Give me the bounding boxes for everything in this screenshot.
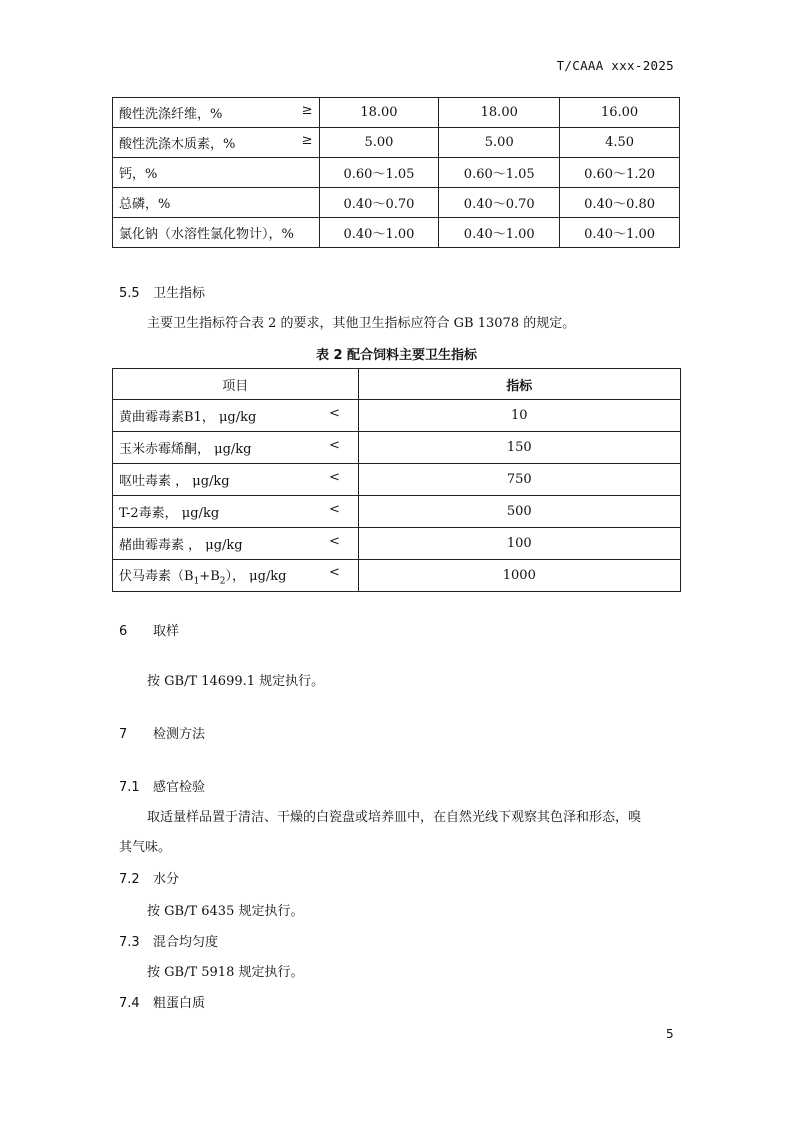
table-cell-item: 赭曲霉毒素 ， μg/kg <: [113, 528, 359, 560]
table-cell-item: 呕吐毒素 ， μg/kg <: [113, 464, 359, 496]
table-row: [113, 560, 681, 592]
table-row: [113, 98, 680, 128]
table-row: [113, 400, 681, 432]
section-heading-7-3: 7.3 混合均匀度: [119, 935, 219, 950]
paragraph: 按 GB/T 14699.1 规定执行。: [147, 674, 325, 689]
table-cell-item: 玉米赤霉烯酮， μg/kg <: [113, 432, 359, 464]
table-cell: 0.40～1.00: [439, 218, 560, 248]
paragraph: 按 GB/T 5918 规定执行。: [147, 965, 304, 980]
paragraph: 取适量样品置于清洁、干燥的白瓷盘或培养皿中，在自然光线下观察其色泽和形态，嗅: [147, 810, 642, 825]
table-row: [113, 496, 681, 528]
table-row: [113, 218, 680, 248]
table-cell: 18.00: [439, 98, 560, 128]
section-heading-7-4: 7.4 粗蛋白质: [119, 996, 206, 1011]
section-heading-7: 7 检测方法: [119, 727, 206, 742]
table-cell: 500: [358, 496, 680, 528]
paragraph: 按 GB/T 6435 规定执行。: [147, 904, 304, 919]
table-row: [113, 188, 680, 218]
table-header-cell: 指标: [358, 369, 680, 400]
paragraph: 其气味。: [119, 840, 172, 855]
table-cell: 4.50: [560, 128, 680, 158]
document-id: T/CAAA xxx-2025: [556, 58, 674, 73]
table-row: [113, 128, 680, 158]
table-cell: 16.00: [560, 98, 680, 128]
table-cell: 0.40～0.70: [439, 188, 560, 218]
section-heading-7-1: 7.1 感官检验: [119, 780, 206, 795]
table-cell: 5.00: [439, 128, 560, 158]
table-header-row: [113, 369, 681, 400]
table-row: [113, 432, 681, 464]
table-cell: 150: [358, 432, 680, 464]
section-heading-6: 6 取样: [119, 624, 180, 639]
page-number: 5: [666, 1027, 674, 1041]
table-cell-item: T-2毒素， μg/kg <: [113, 496, 359, 528]
table-cell: 0.60～1.05: [439, 158, 560, 188]
section-heading-7-2: 7.2 水分: [119, 872, 180, 887]
table-cell: 5.00: [319, 128, 439, 158]
table-cell-item: 酸性洗涤纤维，% ≥: [113, 98, 320, 128]
table-cell-item: 伏马毒素$(B_1+B_2)$， μg/kg <: [113, 560, 359, 592]
table-cell: 0.60～1.05: [319, 158, 439, 188]
table-cell: 0.40～0.70: [319, 188, 439, 218]
table-cell: 100: [358, 528, 680, 560]
composition-table: [112, 97, 680, 248]
table-cell-item: 酸性洗涤木质素，% ≥: [113, 128, 320, 158]
table-cell: 1000: [358, 560, 680, 592]
table-cell: 750: [358, 464, 680, 496]
table-row: [113, 158, 680, 188]
table-row: [113, 464, 681, 496]
table-cell-item: 氯化钠（水溶性氯化物计），%: [113, 218, 320, 248]
table-cell-item: 黄曲霉毒素B1， μg/kg <: [113, 400, 359, 432]
table-cell-item: 钙，%: [113, 158, 320, 188]
table-header-cell: 项目: [113, 369, 359, 400]
table-cell: 0.40～0.80: [560, 188, 680, 218]
table-cell: 0.40～1.00: [560, 218, 680, 248]
hygiene-table: [112, 368, 681, 592]
paragraph: 主要卫生指标符合表 2 的要求，其他卫生指标应符合 GB 13078 的规定。: [147, 316, 576, 331]
table-caption: 表 2 配合饲料主要卫生指标: [315, 348, 478, 363]
table-row: [113, 528, 681, 560]
table-cell: 0.40～1.00: [319, 218, 439, 248]
table-cell-item: 总磷，%: [113, 188, 320, 218]
table-cell: 18.00: [319, 98, 439, 128]
table-cell: 10: [358, 400, 680, 432]
section-heading-5-5: 5.5 卫生指标: [119, 286, 206, 301]
table-cell: 0.60～1.20: [560, 158, 680, 188]
